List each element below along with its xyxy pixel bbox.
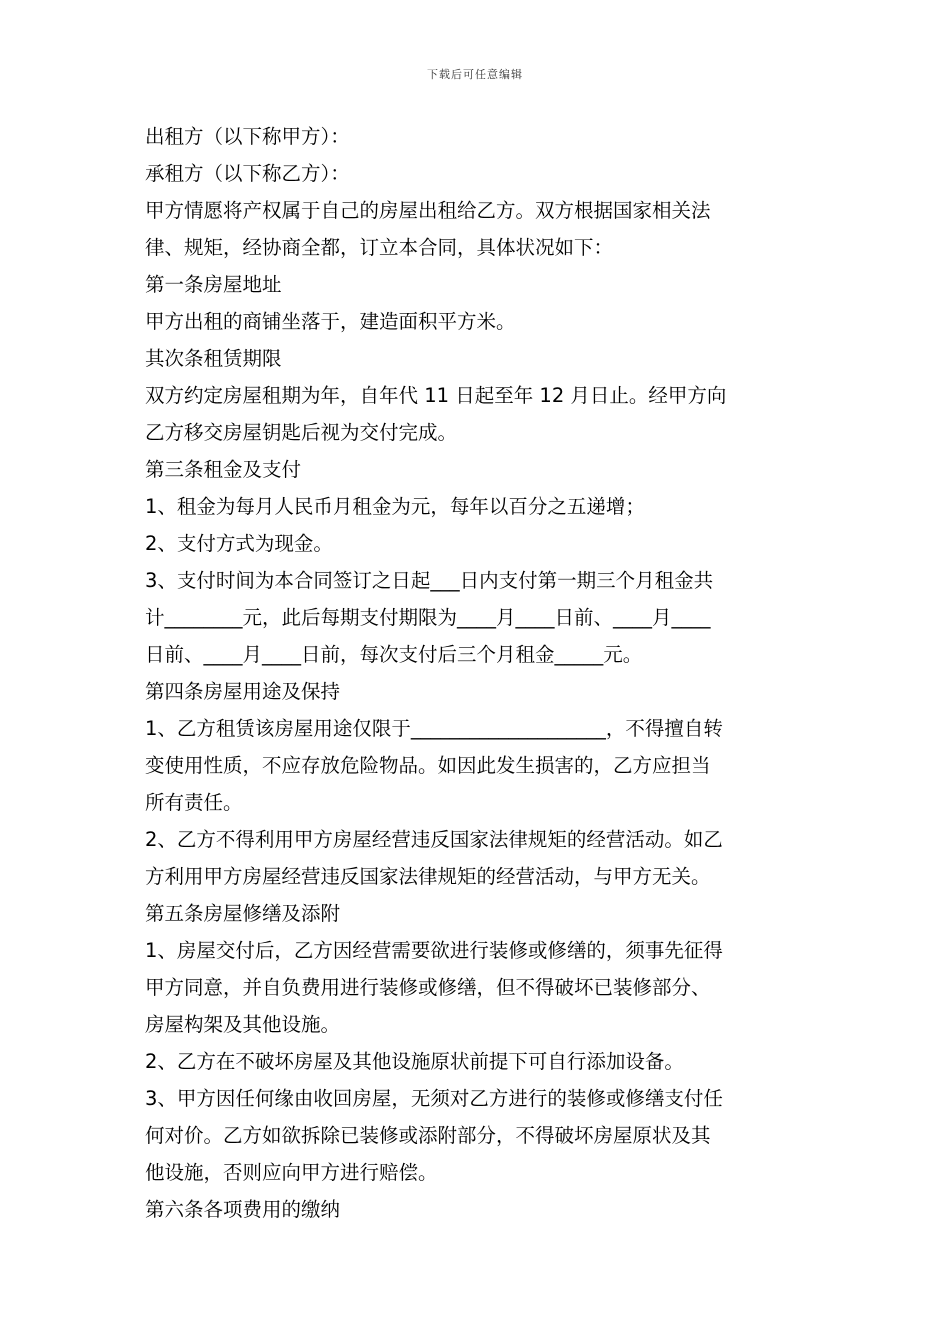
paragraph-line: 双方约定房屋租期为年，自年代 11 日起至年 12 月日止。经甲方向: [145, 384, 727, 407]
article-heading: 第五条房屋修缮及添附: [145, 902, 341, 925]
paragraph-line: 甲方出租的商铺坐落于，建造面积平方米。: [145, 310, 516, 333]
clause-line: 1、乙方租赁该房屋用途仅限于____________________，不得擅自转: [145, 717, 723, 740]
party-a-line: 出租方（以下称甲方）：: [145, 125, 350, 148]
article-heading: 第一条房屋地址: [145, 273, 282, 296]
article-heading: 第四条房屋用途及保持: [145, 680, 341, 703]
clause-line: 所有责任。: [145, 791, 243, 814]
article-heading: 第三条租金及支付: [145, 458, 302, 481]
clause-line: 3、支付时间为本合同签订之日起___日内支付第一期三个月租金共: [145, 569, 714, 592]
clause-line: 2、乙方在不破坏房屋及其他设施原状前提下可自行添加设备。: [145, 1050, 684, 1073]
clause-line: 他设施，否则应向甲方进行赔偿。: [145, 1161, 438, 1184]
clause-line: 3、甲方因任何缘由收回房屋，无须对乙方进行的装修或修缮支付任: [145, 1087, 723, 1110]
clause-line: 1、租金为每月人民币月租金为元，每年以百分之五递增；: [145, 495, 645, 518]
clause-line: 2、乙方不得利用甲方房屋经营违反国家法律规矩的经营活动。如乙: [145, 828, 723, 851]
article-heading: 第六条各项费用的缴纳: [145, 1198, 341, 1221]
clause-line: 何对价。乙方如欲拆除已装修或添附部分，不得破坏房屋原状及其: [145, 1124, 711, 1147]
clause-line: 方利用甲方房屋经营违反国家法律规矩的经营活动，与甲方无关。: [145, 865, 711, 888]
clause-line: 房屋构架及其他设施。: [145, 1013, 341, 1036]
party-b-line: 承租方（以下称乙方）：: [145, 162, 350, 185]
clause-line: 计________元，此后每期支付期限为____月____日前、____月____: [145, 606, 711, 629]
clause-line: 甲方同意，并自负费用进行装修或修缮，但不得破坏已装修部分、: [145, 976, 711, 999]
clause-line: 变使用性质，不应存放危险物品。如因此发生损害的，乙方应担当: [145, 754, 711, 777]
intro-paragraph-line: 甲方情愿将产权属于自己的房屋出租给乙方。双方根据国家相关法: [145, 199, 711, 222]
page-header-note: 下载后可任意编辑: [427, 68, 523, 81]
paragraph-line: 乙方移交房屋钥匙后视为交付完成。: [145, 421, 458, 444]
clause-line: 2、支付方式为现金。: [145, 532, 333, 555]
clause-line: 日前、____月____日前，每次支付后三个月租金_____元。: [145, 643, 643, 666]
article-heading: 其次条租赁期限: [145, 347, 282, 370]
contract-body: [145, 118, 813, 1228]
clause-line: 1、房屋交付后，乙方因经营需要欲进行装修或修缮的，须事先征得: [145, 939, 723, 962]
intro-paragraph-line: 律、规矩，经协商全都，订立本合同，具体状况如下：: [145, 236, 614, 259]
